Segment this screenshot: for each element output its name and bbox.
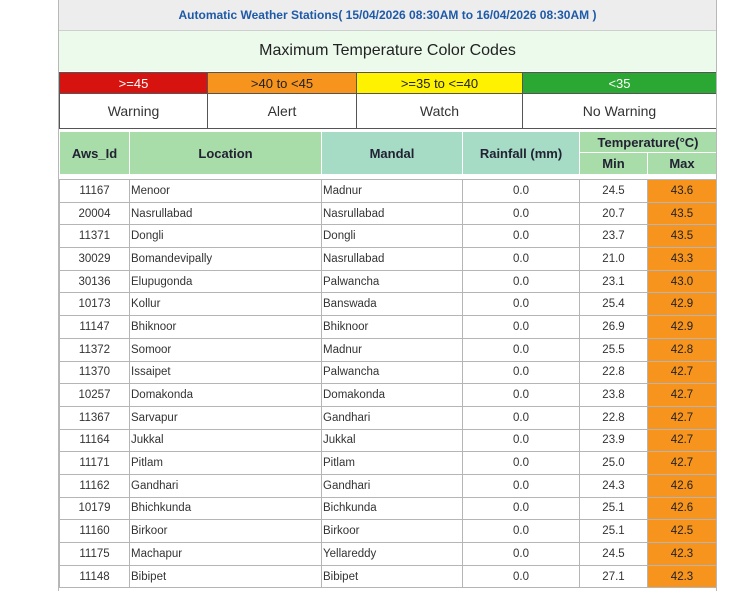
mandal-cell: Yellareddy <box>322 543 463 566</box>
rainfall-cell: 0.0 <box>463 452 580 475</box>
location-cell: Menoor <box>130 180 322 203</box>
aws-id-cell: 10257 <box>60 384 130 407</box>
min-temp-cell: 23.1 <box>580 270 648 293</box>
table-row <box>60 384 717 407</box>
aws-id-cell: 11167 <box>60 180 130 203</box>
rainfall-cell: 0.0 <box>463 316 580 339</box>
column-header-mandal: Mandal <box>322 132 463 175</box>
table-row <box>60 406 717 429</box>
location-cell: Somoor <box>130 338 322 361</box>
min-temp-cell: 25.0 <box>580 452 648 475</box>
mandal-cell: Jukkal <box>322 429 463 452</box>
max-temp-cell: 43.5 <box>648 225 717 248</box>
rainfall-cell: 0.0 <box>463 293 580 316</box>
rainfall-cell: 0.0 <box>463 225 580 248</box>
column-header-rainfall: Rainfall (mm) <box>463 132 580 175</box>
table-row <box>60 293 717 316</box>
rainfall-cell: 0.0 <box>463 520 580 543</box>
location-cell: Bibipet <box>130 565 322 588</box>
table-row <box>60 565 717 588</box>
legend-code-alert: >40 to <45 <box>208 73 357 94</box>
table-row <box>60 474 717 497</box>
report-page <box>58 0 717 591</box>
location-cell: Domakonda <box>130 384 322 407</box>
min-temp-cell: 25.1 <box>580 497 648 520</box>
mandal-cell: Bibipet <box>322 565 463 588</box>
location-cell: Kollur <box>130 293 322 316</box>
table-row <box>60 520 717 543</box>
location-cell: Gandhari <box>130 474 322 497</box>
min-temp-cell: 25.5 <box>580 338 648 361</box>
report-title: Automatic Weather Stations( 15/04/2026 08:30AM to 16/04/2026 08:30AM ) <box>59 0 716 31</box>
location-cell: Bhichkunda <box>130 497 322 520</box>
column-header-temperature: Temperature(°C) <box>580 132 717 153</box>
max-temp-cell: 42.6 <box>648 474 717 497</box>
aws-id-cell: 11372 <box>60 338 130 361</box>
aws-id-cell: 10179 <box>60 497 130 520</box>
min-temp-cell: 23.9 <box>580 429 648 452</box>
max-temp-cell: 42.7 <box>648 406 717 429</box>
table-row <box>60 452 717 475</box>
min-temp-cell: 23.8 <box>580 384 648 407</box>
mandal-cell: Nasrullabad <box>322 202 463 225</box>
location-cell: Elupugonda <box>130 270 322 293</box>
min-temp-cell: 27.1 <box>580 565 648 588</box>
table-row <box>60 202 717 225</box>
rainfall-cell: 0.0 <box>463 474 580 497</box>
max-temp-cell: 42.3 <box>648 543 717 566</box>
aws-id-cell: 11171 <box>60 452 130 475</box>
max-temp-cell: 42.8 <box>648 338 717 361</box>
min-temp-cell: 23.7 <box>580 225 648 248</box>
rainfall-cell: 0.0 <box>463 361 580 384</box>
location-cell: Nasrullabad <box>130 202 322 225</box>
rainfall-cell: 0.0 <box>463 384 580 407</box>
location-cell: Birkoor <box>130 520 322 543</box>
aws-id-cell: 20004 <box>60 202 130 225</box>
table-row <box>60 270 717 293</box>
mandal-cell: Palwancha <box>322 361 463 384</box>
mandal-cell: Banswada <box>322 293 463 316</box>
mandal-cell: Dongli <box>322 225 463 248</box>
legend-title: Maximum Temperature Color Codes <box>59 31 716 71</box>
rainfall-cell: 0.0 <box>463 497 580 520</box>
min-temp-cell: 22.8 <box>580 406 648 429</box>
legend-code-watch: >=35 to <=40 <box>357 73 523 94</box>
location-cell: Dongli <box>130 225 322 248</box>
aws-id-cell: 11148 <box>60 565 130 588</box>
location-cell: Issaipet <box>130 361 322 384</box>
aws-id-cell: 10173 <box>60 293 130 316</box>
max-temp-cell: 42.7 <box>648 429 717 452</box>
legend-label-warning: Warning <box>60 94 208 129</box>
aws-id-cell: 11371 <box>60 225 130 248</box>
aws-id-cell: 11175 <box>60 543 130 566</box>
max-temp-cell: 43.6 <box>648 180 717 203</box>
rainfall-cell: 0.0 <box>463 270 580 293</box>
aws-id-cell: 11147 <box>60 316 130 339</box>
legend-label-no-warning: No Warning <box>523 94 717 129</box>
mandal-cell: Bhiknoor <box>322 316 463 339</box>
max-temp-cell: 42.3 <box>648 565 717 588</box>
max-temp-cell: 42.9 <box>648 293 717 316</box>
max-temp-cell: 43.3 <box>648 248 717 271</box>
aws-id-cell: 30136 <box>60 270 130 293</box>
weather-data-table <box>59 131 717 588</box>
aws-id-cell: 11367 <box>60 406 130 429</box>
min-temp-cell: 26.9 <box>580 316 648 339</box>
legend-label-watch: Watch <box>357 94 523 129</box>
column-header-max: Max <box>648 153 717 175</box>
mandal-cell: Gandhari <box>322 406 463 429</box>
rainfall-cell: 0.0 <box>463 202 580 225</box>
max-temp-cell: 42.5 <box>648 520 717 543</box>
rainfall-cell: 0.0 <box>463 338 580 361</box>
rainfall-cell: 0.0 <box>463 406 580 429</box>
table-row <box>60 543 717 566</box>
max-temp-cell: 42.7 <box>648 452 717 475</box>
rainfall-cell: 0.0 <box>463 248 580 271</box>
location-cell: Bhiknoor <box>130 316 322 339</box>
min-temp-cell: 25.4 <box>580 293 648 316</box>
table-row <box>60 248 717 271</box>
column-header-min: Min <box>580 153 648 175</box>
mandal-cell: Pitlam <box>322 452 463 475</box>
max-temp-cell: 42.9 <box>648 316 717 339</box>
max-temp-cell: 43.0 <box>648 270 717 293</box>
legend-code-no-warning: <35 <box>523 73 717 94</box>
location-cell: Machapur <box>130 543 322 566</box>
max-temp-cell: 42.6 <box>648 497 717 520</box>
aws-id-cell: 30029 <box>60 248 130 271</box>
table-row <box>60 180 717 203</box>
min-temp-cell: 20.7 <box>580 202 648 225</box>
aws-id-cell: 11370 <box>60 361 130 384</box>
rainfall-cell: 0.0 <box>463 543 580 566</box>
color-code-legend <box>59 72 717 129</box>
mandal-cell: Birkoor <box>322 520 463 543</box>
location-cell: Bomandevipally <box>130 248 322 271</box>
table-row <box>60 338 717 361</box>
min-temp-cell: 22.8 <box>580 361 648 384</box>
min-temp-cell: 21.0 <box>580 248 648 271</box>
column-header-location: Location <box>130 132 322 175</box>
mandal-cell: Palwancha <box>322 270 463 293</box>
table-row <box>60 497 717 520</box>
aws-id-cell: 11164 <box>60 429 130 452</box>
location-cell: Pitlam <box>130 452 322 475</box>
table-row <box>60 361 717 384</box>
min-temp-cell: 24.3 <box>580 474 648 497</box>
rainfall-cell: 0.0 <box>463 565 580 588</box>
max-temp-cell: 42.7 <box>648 361 717 384</box>
table-row <box>60 316 717 339</box>
aws-id-cell: 11162 <box>60 474 130 497</box>
max-temp-cell: 43.5 <box>648 202 717 225</box>
mandal-cell: Madnur <box>322 180 463 203</box>
mandal-cell: Madnur <box>322 338 463 361</box>
column-header-aws-id: Aws_Id <box>60 132 130 175</box>
table-row <box>60 429 717 452</box>
legend-label-alert: Alert <box>208 94 357 129</box>
aws-id-cell: 11160 <box>60 520 130 543</box>
location-cell: Jukkal <box>130 429 322 452</box>
max-temp-cell: 42.7 <box>648 384 717 407</box>
mandal-cell: Bichkunda <box>322 497 463 520</box>
location-cell: Sarvapur <box>130 406 322 429</box>
legend-code-warning: >=45 <box>60 73 208 94</box>
rainfall-cell: 0.0 <box>463 429 580 452</box>
mandal-cell: Domakonda <box>322 384 463 407</box>
table-row <box>60 225 717 248</box>
rainfall-cell: 0.0 <box>463 180 580 203</box>
min-temp-cell: 24.5 <box>580 543 648 566</box>
mandal-cell: Nasrullabad <box>322 248 463 271</box>
mandal-cell: Gandhari <box>322 474 463 497</box>
min-temp-cell: 24.5 <box>580 180 648 203</box>
min-temp-cell: 25.1 <box>580 520 648 543</box>
